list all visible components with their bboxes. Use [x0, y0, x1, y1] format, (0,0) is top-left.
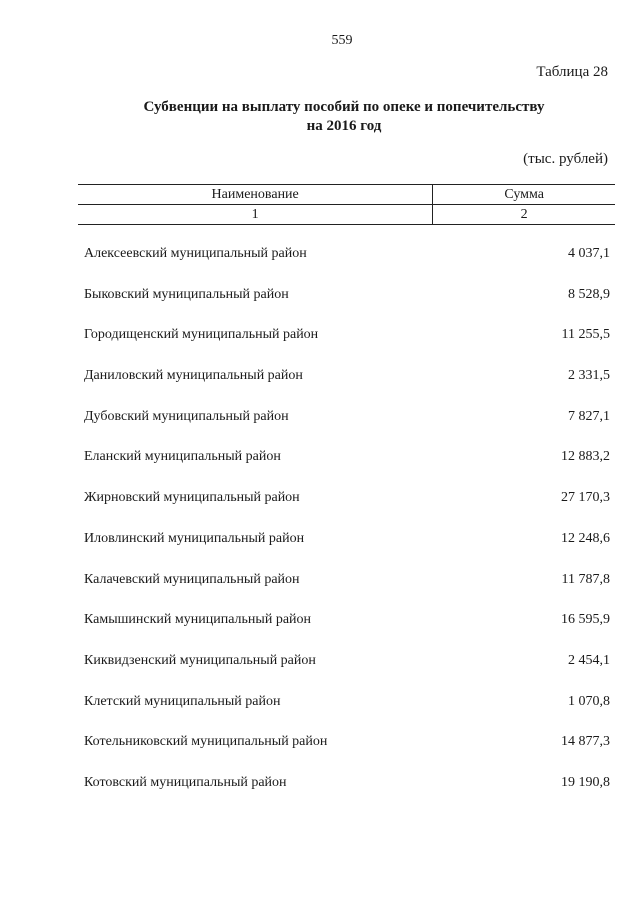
header-column-number-1: 1	[78, 205, 433, 225]
row-name: Жирновский муниципальный район	[84, 490, 300, 506]
table-row	[84, 490, 610, 531]
document-title	[24, 98, 640, 136]
units-label: (тыс. рублей)	[523, 151, 608, 167]
page-number: 559	[331, 33, 353, 48]
table-row	[84, 449, 610, 490]
header-amount-column: Сумма	[433, 185, 615, 205]
header-column-number-2: 2	[433, 205, 615, 225]
row-name: Дубовский муниципальный район	[84, 408, 289, 424]
row-amount: 1 070,8	[568, 693, 610, 709]
row-name: Иловлинский муниципальный район	[84, 530, 305, 546]
row-name: Еланский муниципальный район	[84, 449, 281, 465]
row-name: Котельниковский муниципальный район	[84, 734, 328, 750]
table-header	[78, 184, 615, 225]
row-amount: 7 827,1	[568, 408, 610, 424]
row-name: Быковский муниципальный район	[84, 286, 289, 302]
row-amount: 2 331,5	[568, 368, 610, 384]
row-name: Клетский муниципальный район	[84, 693, 281, 709]
table-row	[84, 531, 610, 572]
header-name-column: Наименование	[78, 185, 433, 205]
row-amount: 14 877,3	[561, 734, 610, 750]
title-line-2: на 2016 год	[306, 118, 382, 134]
table-row	[84, 287, 610, 328]
table-row	[84, 694, 610, 735]
row-name: Калачевский муниципальный район	[84, 571, 300, 587]
row-amount: 12 883,2	[561, 449, 610, 465]
row-name: Алексеевский муниципальный район	[84, 246, 307, 261]
row-name: Даниловский муниципальный район	[84, 368, 303, 384]
row-amount: 11 787,8	[561, 571, 610, 587]
row-amount: 2 454,1	[568, 652, 610, 668]
table-row	[84, 734, 610, 775]
table-row	[84, 409, 610, 450]
row-amount: 27 170,3	[561, 490, 610, 506]
table-row	[84, 368, 610, 409]
row-amount: 16 595,9	[561, 612, 610, 628]
row-amount: 4 037,1	[568, 246, 610, 261]
row-name: Городищенский муниципальный район	[84, 327, 319, 343]
row-name: Киквидзенский муниципальный район	[84, 652, 316, 668]
table-label: Таблица 28	[536, 64, 608, 80]
table-row	[84, 653, 610, 694]
table-row	[84, 572, 610, 613]
table-row	[84, 327, 610, 368]
table-row	[84, 246, 610, 287]
row-amount: 12 248,6	[561, 530, 610, 546]
title-line-1: Субвенции на выплату пособий по опеке и попечительству	[143, 99, 545, 115]
row-amount: 11 255,5	[561, 327, 610, 343]
row-amount: 19 190,8	[561, 774, 610, 790]
table-row	[84, 775, 610, 816]
row-name: Котовский муниципальный район	[84, 774, 287, 790]
row-name: Камышинский муниципальный район	[84, 612, 312, 628]
row-amount: 8 528,9	[568, 286, 610, 302]
table-row	[84, 612, 610, 653]
table-body	[84, 246, 610, 816]
